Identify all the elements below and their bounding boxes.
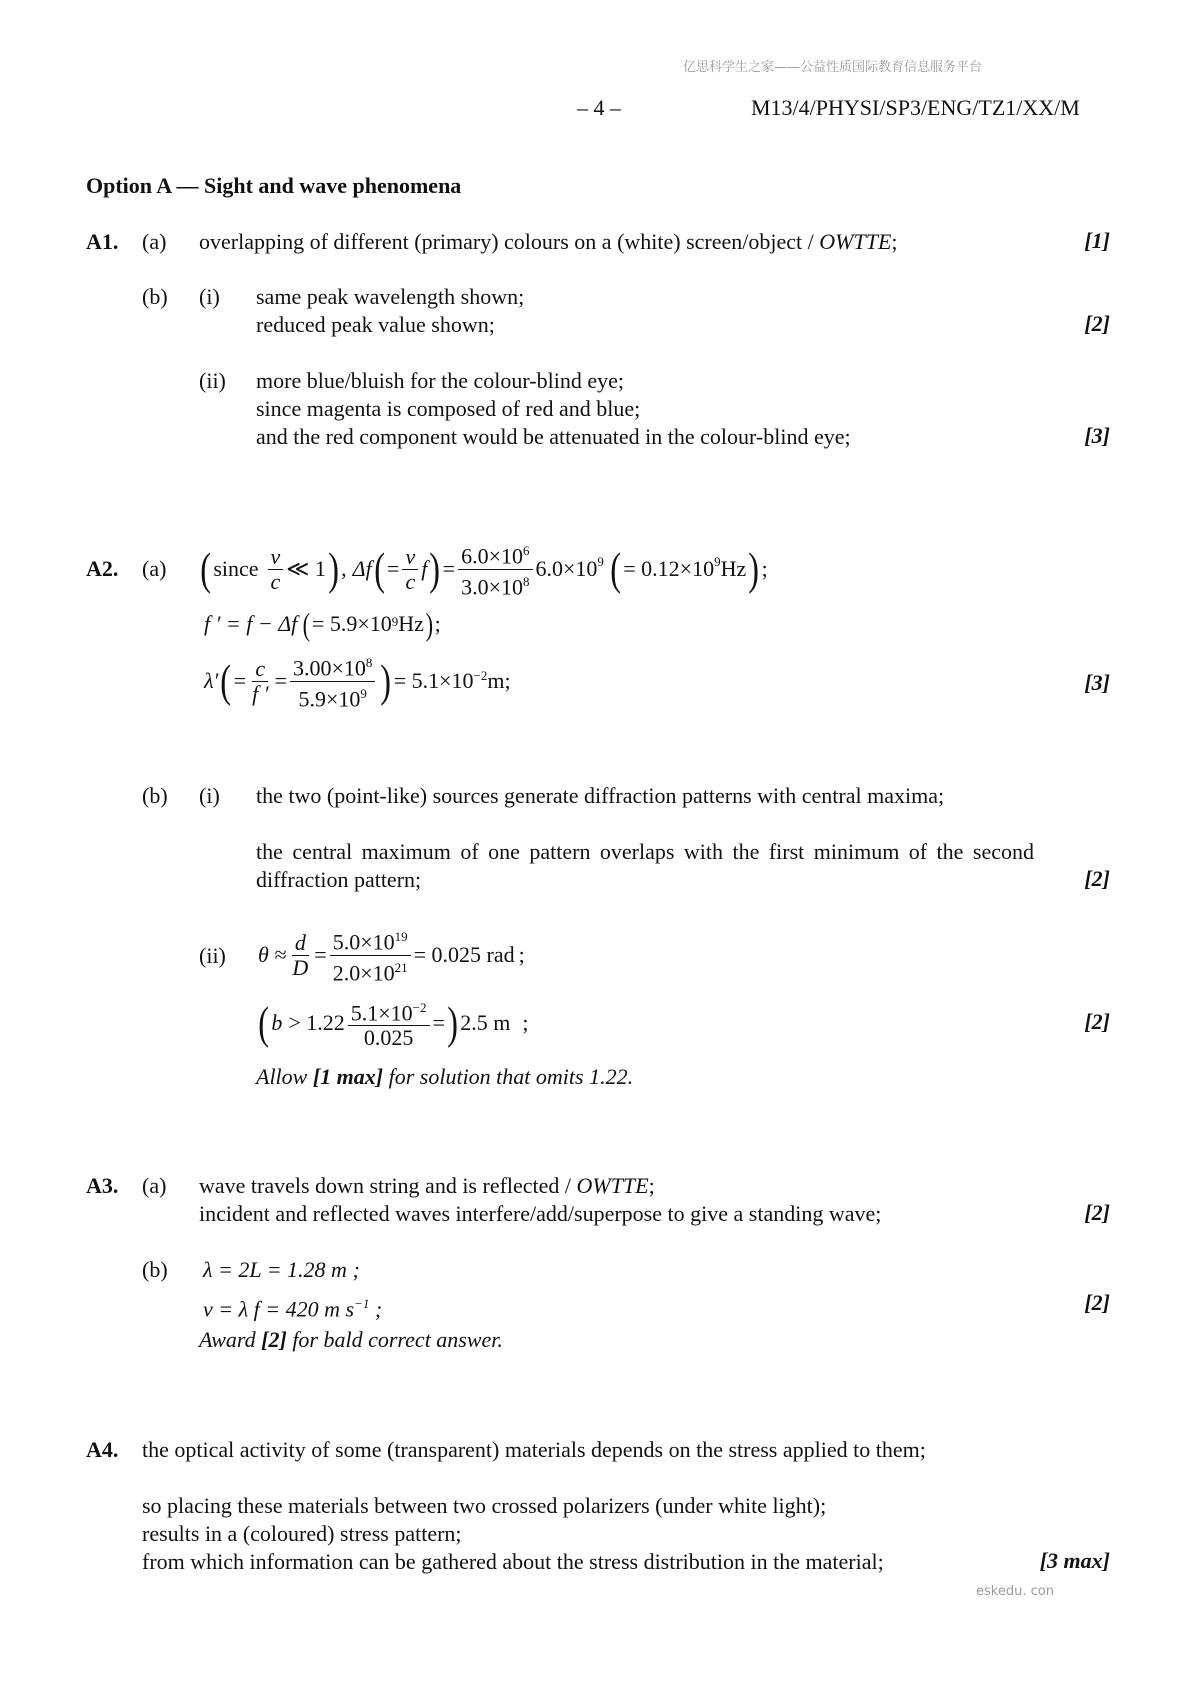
since-text: since bbox=[213, 556, 259, 581]
a2-bii-equation-1 bbox=[258, 922, 525, 988]
owtte: OWTTE bbox=[576, 1173, 649, 1198]
b-symbol: b bbox=[271, 1010, 283, 1035]
bracket: ) bbox=[429, 543, 441, 594]
shift-value: = 0.12×10 bbox=[623, 556, 715, 581]
exponent: 21 bbox=[394, 959, 408, 975]
semicolon: ; bbox=[369, 1296, 383, 1322]
comma: , bbox=[341, 556, 347, 581]
a4-mark: [3 max] bbox=[1039, 1548, 1110, 1573]
a1-bi-label: (i) bbox=[199, 284, 220, 309]
exponent: 8 bbox=[523, 573, 530, 589]
denominator: 5.9×10 bbox=[298, 685, 361, 711]
a1-bii-label: (ii) bbox=[199, 368, 226, 393]
a2-a-equation-3 bbox=[204, 648, 511, 714]
semicolon: ; bbox=[761, 556, 768, 581]
wavelength-result: = 5.1×10 bbox=[393, 668, 474, 693]
a1-bi-line-1: same peak wavelength shown; bbox=[256, 284, 525, 309]
option-title: Option A — Sight and wave phenomena bbox=[86, 173, 462, 198]
exponent: −1 bbox=[354, 1296, 370, 1311]
numerator: 3.00×10 bbox=[292, 655, 366, 681]
a3-b-note bbox=[199, 1326, 503, 1354]
bracket: ( bbox=[220, 655, 232, 706]
delta-f: Δf bbox=[352, 556, 372, 581]
bracket: ( bbox=[258, 997, 270, 1048]
bracket: ) bbox=[328, 543, 339, 594]
a1-bii-line-3: and the red component would be attenuated in the colour-blind eye; bbox=[256, 424, 851, 449]
angle-result: = 0.025 rad bbox=[413, 942, 515, 967]
bracket: ( bbox=[302, 606, 311, 642]
a3-number: A3. bbox=[86, 1173, 119, 1198]
fraction-d-over-D: $\frac{d}{D}$ bbox=[292, 929, 309, 980]
a3-b-equation-1: λ = 2L = 1.28 m ; bbox=[203, 1257, 360, 1282]
note-text-end: for bald correct answer. bbox=[286, 1327, 503, 1352]
equals: = bbox=[442, 556, 456, 581]
a1-bii-mark: [3] bbox=[1084, 423, 1110, 448]
line-text: wave travels down string and is reflected / bbox=[199, 1173, 577, 1198]
a1-number: A1. bbox=[86, 229, 119, 254]
a2-a-equation-1 bbox=[198, 536, 768, 602]
fraction-angle bbox=[330, 925, 411, 985]
bracket: ) bbox=[748, 543, 760, 594]
denominator: 0.025 bbox=[363, 1025, 414, 1051]
fraction-c-over-fprime: $\frac{c}{f '}$ bbox=[252, 655, 269, 706]
a1-a-end: ; bbox=[891, 229, 898, 254]
a2-bii-equation-2 bbox=[256, 990, 529, 1056]
bracket: ) bbox=[425, 606, 433, 642]
fraction-v-over-c: $\frac{v}{c}$ bbox=[268, 545, 284, 594]
a3-b-equation-2 bbox=[203, 1290, 382, 1323]
a1-b-label: (b) bbox=[142, 284, 168, 309]
fraction-speed-ratio bbox=[458, 539, 532, 599]
watermark-top: 亿思科学生之家——公益性质国际教育信息服务平台 bbox=[683, 60, 983, 75]
a4-line-4: from which information can be gathered about the stress distribution in the material; bbox=[142, 1549, 884, 1574]
bracket: ( bbox=[200, 543, 212, 594]
f-prime-expression: f ′ = f − Δf bbox=[204, 611, 298, 636]
frequency-value: 6.0×10 bbox=[535, 556, 598, 581]
bracket: ) bbox=[380, 655, 392, 706]
semicolon: ; bbox=[504, 668, 511, 693]
much-less-than-one: ≪ 1 bbox=[286, 556, 326, 581]
a1-a-label: (a) bbox=[142, 229, 167, 254]
a3-a-line-1 bbox=[199, 1172, 655, 1200]
numerator: 5.0×10 bbox=[332, 929, 395, 955]
f-prime-value: = 5.9×10 bbox=[311, 611, 392, 636]
fraction-separation bbox=[348, 996, 430, 1050]
exponent: −2 bbox=[473, 668, 488, 683]
fraction-wavelength bbox=[290, 651, 375, 711]
a2-a-label: (a) bbox=[142, 556, 167, 581]
a3-b-mark: [2] bbox=[1084, 1290, 1110, 1315]
note-text: Award bbox=[199, 1327, 262, 1352]
exponent: 8 bbox=[365, 655, 373, 671]
numerator: 6.0×10 bbox=[461, 543, 523, 569]
bracket: ( bbox=[373, 543, 385, 594]
separation-result: 2.5 m bbox=[460, 1010, 511, 1035]
a2-bii-note bbox=[256, 1063, 633, 1091]
a1-a-answer bbox=[199, 228, 898, 256]
exponent: 9 bbox=[597, 554, 604, 569]
bracket: ) bbox=[447, 997, 458, 1048]
a4-para-1: the optical activity of some (transparent) materials depends on the stress applied to them; bbox=[142, 1437, 926, 1462]
a2-bii-label: (ii) bbox=[199, 943, 226, 968]
a4-line-2: so placing these materials between two crossed polarizers (under white light); bbox=[142, 1493, 827, 1518]
equals: = bbox=[233, 668, 247, 693]
a1-bii-line-2: since magenta is composed of red and blue; bbox=[256, 396, 641, 421]
equals: = bbox=[387, 556, 400, 581]
unit: Hz bbox=[720, 556, 747, 581]
a1-a-text: overlapping of different (primary) colours on a (white) screen/object / bbox=[199, 229, 820, 254]
numerator: 5.1×10 bbox=[350, 1000, 413, 1026]
paper-code: M13/4/PHYSI/SP3/ENG/TZ1/XX/M bbox=[751, 95, 1080, 120]
bracket: ( bbox=[610, 543, 621, 594]
velocity-expression: v = λ f = 420 m s bbox=[203, 1296, 355, 1322]
a4-number: A4. bbox=[86, 1437, 119, 1462]
unit: Hz bbox=[398, 611, 424, 636]
equals: = bbox=[314, 942, 327, 967]
exponent: 9 bbox=[391, 614, 399, 629]
semicolon: ; bbox=[434, 611, 441, 636]
a1-bi-line-2: reduced peak value shown; bbox=[256, 312, 495, 337]
watermark-bottom: eskedu. con bbox=[976, 1584, 1054, 1599]
a3-a-line-2: incident and reflected waves interfere/add/superpose to give a standing wave; bbox=[199, 1201, 882, 1226]
exponent: −2 bbox=[412, 999, 427, 1015]
denominator: 2.0×10 bbox=[332, 959, 395, 985]
semicolon: ; bbox=[522, 1010, 529, 1035]
greater-than-constant: > 1.22 bbox=[288, 1010, 345, 1035]
exponent: 9 bbox=[714, 554, 721, 569]
semicolon: ; bbox=[648, 1173, 655, 1198]
note-mark: [2] bbox=[261, 1327, 287, 1352]
equals: = bbox=[274, 668, 287, 693]
note-text: Allow bbox=[256, 1064, 313, 1089]
a2-bi-para-2: the central maximum of one pattern overlaps with the first minimum of the second diffraction pattern; bbox=[256, 839, 1034, 892]
a2-b-label: (b) bbox=[142, 783, 168, 808]
page-number: – 4 – bbox=[577, 95, 621, 120]
theta-approx: θ ≈ bbox=[258, 942, 287, 967]
a2-bi-para-1: the two (point-like) sources generate diffraction patterns with central maxima; bbox=[256, 783, 945, 808]
exponent: 9 bbox=[360, 685, 367, 701]
a1-a-mark: [1] bbox=[1084, 228, 1110, 253]
note-text-end: for solution that omits 1.22. bbox=[383, 1064, 634, 1089]
a2-bi-label: (i) bbox=[199, 783, 220, 808]
a2-number: A2. bbox=[86, 556, 119, 581]
note-mark: [1 max] bbox=[312, 1064, 384, 1089]
exponent: 19 bbox=[394, 929, 408, 945]
unit: m bbox=[487, 668, 505, 693]
fraction-v-over-c-2: $\frac{v}{c}$ bbox=[402, 545, 418, 594]
f-symbol: f bbox=[421, 556, 428, 581]
a1-bi-mark: [2] bbox=[1084, 311, 1110, 336]
exponent: 6 bbox=[523, 543, 530, 559]
a2-a-mark: [3] bbox=[1084, 670, 1110, 695]
a2-bi-mark: [2] bbox=[1084, 866, 1110, 891]
a3-a-mark: [2] bbox=[1084, 1200, 1110, 1225]
equals: = bbox=[432, 1010, 445, 1035]
lambda-prime: λ′ bbox=[204, 668, 219, 693]
a1-a-owtte: OWTTE bbox=[819, 229, 892, 254]
a3-b-label: (b) bbox=[142, 1257, 168, 1282]
a2-bii-mark: [2] bbox=[1084, 1009, 1110, 1034]
a1-bii-line-1: more blue/bluish for the colour-blind eye; bbox=[256, 368, 624, 393]
a3-a-label: (a) bbox=[142, 1173, 167, 1198]
denominator: 3.0×10 bbox=[461, 573, 523, 599]
a2-a-equation-2 bbox=[204, 606, 441, 642]
semicolon: ; bbox=[518, 942, 525, 967]
a4-line-3: results in a (coloured) stress pattern; bbox=[142, 1521, 462, 1546]
